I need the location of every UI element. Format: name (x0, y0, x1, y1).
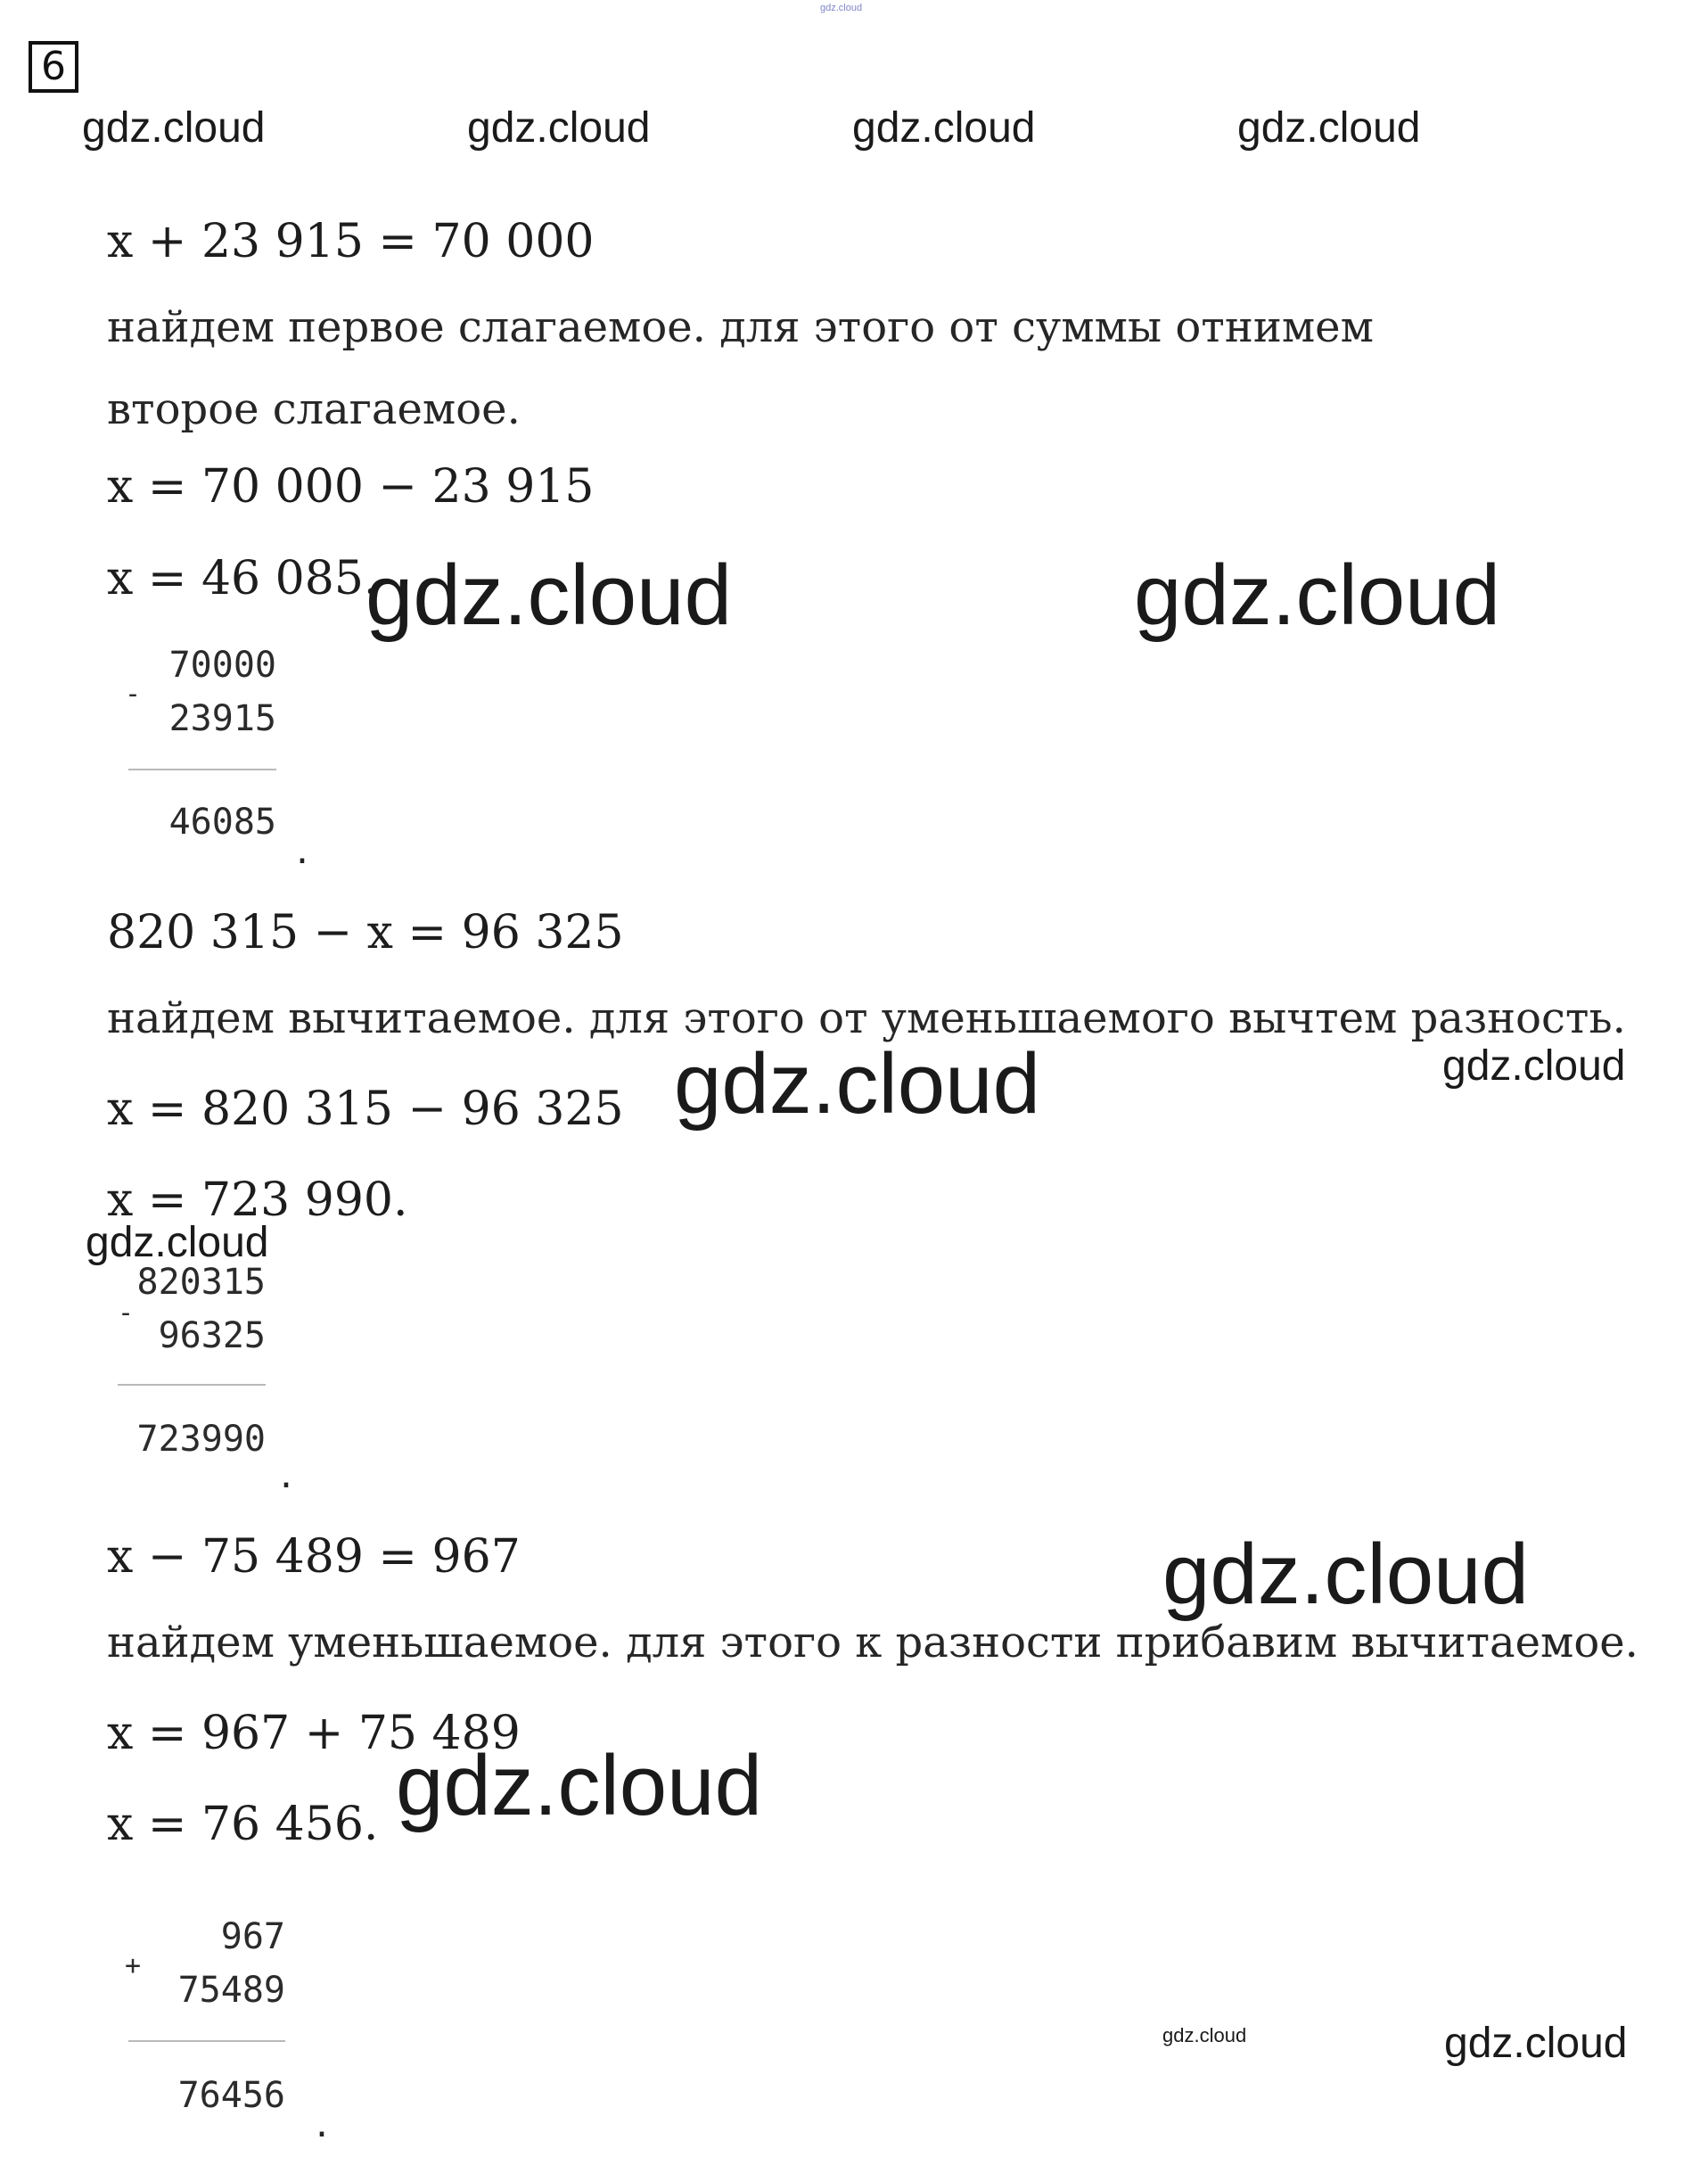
watermark: gdz.cloud (1442, 1042, 1626, 1090)
column-bottom-number: 96325 (158, 1315, 266, 1356)
watermark: gdz.cloud (86, 1219, 269, 1266)
problem-2-explanation-line-1: найдем вычитаемое. для этого от уменьшаемого вычтем разность. (107, 993, 1626, 1043)
problem-1-explanation-line-2: второе слагаемое. (107, 384, 521, 434)
watermark: gdz.cloud (852, 104, 1036, 152)
minus-sign: - (118, 1297, 135, 1329)
watermark-top: gdz.cloud (820, 3, 863, 13)
task-number-box (29, 41, 78, 93)
column-rule (128, 769, 276, 770)
problem-1-equation: x + 23 915 = 70 000 (107, 215, 595, 268)
watermark: gdz.cloud (1237, 104, 1421, 152)
problem-2-equation: 820 315 − x = 96 325 (107, 906, 624, 959)
column-bottom-number: 23915 (168, 698, 276, 739)
column-rule (118, 1384, 266, 1386)
watermark: gdz.cloud (467, 104, 651, 152)
column-result-number: 723990 (136, 1419, 266, 1460)
column-result-number: 76456 (177, 2075, 285, 2116)
column-top-number: 70000 (168, 645, 276, 686)
watermark: gdz.cloud (674, 1036, 1040, 1132)
problem-3-step-1: x = 967 + 75 489 (107, 1707, 521, 1760)
problem-1-column-calculation (121, 647, 276, 844)
column-rule (128, 2040, 285, 2042)
problem-1-explanation-line-1: найдем первое слагаемое. для этого от суммы отнимем (107, 302, 1374, 352)
problem-1-step-2: x = 46 085. (107, 552, 379, 605)
problem-3-column-calculation (125, 1916, 285, 2116)
problem-2-step-2: x = 723 990. (107, 1173, 408, 1227)
problem-2-column-calculation (111, 1264, 266, 1461)
problem-2-step-1: x = 820 315 − 96 325 (107, 1083, 624, 1136)
column-top-number: 967 (220, 1916, 285, 1957)
problem-1-step-1: x = 70 000 − 23 915 (107, 460, 595, 514)
column-bottom-number: 75489 (177, 1970, 285, 2011)
column-end-dot: . (296, 827, 308, 873)
column-top-number: 820315 (136, 1262, 266, 1303)
watermark: gdz.cloud (1134, 547, 1500, 643)
problem-3-step-2: x = 76 456. (107, 1798, 379, 1851)
task-number: 6 (41, 44, 66, 89)
watermark: gdz.cloud (1162, 2024, 1247, 2046)
problem-3-explanation-line-1: найдем уменьшаемое. для этого к разности прибавим вычитаемое. (107, 1618, 1638, 1667)
minus-sign: - (125, 679, 142, 710)
plus-sign: + (125, 1950, 142, 1981)
watermark: gdz.cloud (1444, 2020, 1628, 2067)
watermark: gdz.cloud (396, 1738, 762, 1833)
watermark: gdz.cloud (365, 547, 732, 643)
watermark: gdz.cloud (1162, 1527, 1529, 1622)
column-end-dot: . (316, 2101, 328, 2146)
column-end-dot: . (280, 1452, 292, 1497)
watermark: gdz.cloud (82, 104, 266, 152)
column-result-number: 46085 (168, 802, 276, 843)
problem-3-equation: x − 75 489 = 967 (107, 1530, 521, 1584)
